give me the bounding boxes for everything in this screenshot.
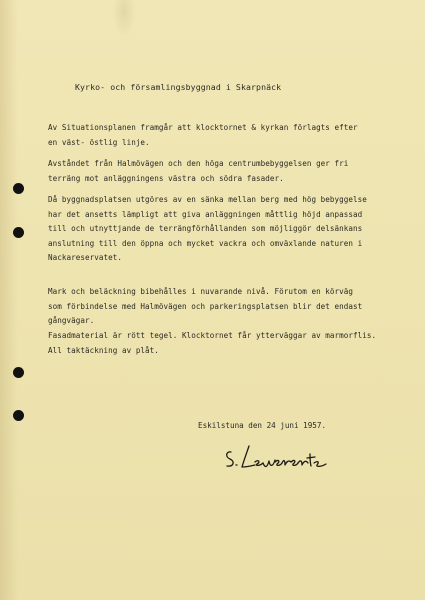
text-line: terräng mot anläggningens västra och södra fasader. xyxy=(48,173,284,183)
text-line: gångvägar. xyxy=(48,316,95,325)
text-line: Avståndet från Halmövägen och den höga centrumbebyggelsen ger fri xyxy=(48,159,349,168)
text-line: Av Situationsplanen framgår att klocktornet & kyrkan förlagts efter xyxy=(48,123,358,132)
text-line: All taktäckning av plåt. xyxy=(48,346,159,355)
punch-hole xyxy=(13,227,24,238)
paragraph-ground xyxy=(48,285,398,329)
place-date: Eskilstuna den 24 juni 1957. xyxy=(198,421,327,430)
punch-hole xyxy=(13,183,24,194)
punch-hole xyxy=(13,410,24,421)
paragraph-facade xyxy=(48,329,398,344)
text-line: som förbindelse med Halmövägen och parkeringsplatsen blir det endast xyxy=(48,301,363,311)
paragraph-roof xyxy=(48,344,398,359)
text-line: Då byggnadsplatsen utgöres av en sänka mellan berg med hög bebyggelse xyxy=(48,195,367,204)
paper-stain xyxy=(112,0,136,38)
text-line: till och utnyttjande de terrängförhållanden som möjliggör delsänkans xyxy=(48,224,363,233)
text-line: anslutning till den öppna och mycket vackra och omväxlande naturen i xyxy=(48,238,363,248)
paragraph-site xyxy=(48,193,398,266)
text-line: Nackareservatet. xyxy=(48,253,122,262)
punch-hole xyxy=(13,367,24,378)
text-line: Mark och beläckning bibehålles i nuvarande nivå. Förutom en körväg xyxy=(48,287,354,296)
paragraph-distance xyxy=(48,157,398,186)
page-edge-shadow xyxy=(0,0,18,600)
text-line: Fasadmaterial är rött tegel. Klocktornet får ytterväggar av marmorflis. xyxy=(48,331,377,340)
paragraph-orientation xyxy=(48,121,398,150)
text-line: en väst- östlig linje. xyxy=(48,137,150,147)
document-title: Kyrko- och församlingsbyggnad i Skarpnäck xyxy=(75,82,282,92)
text-line: har det ansetts lämpligt att giva anläggningen måttlig höjd anpassad xyxy=(48,209,363,219)
handwritten-signature xyxy=(222,442,332,474)
